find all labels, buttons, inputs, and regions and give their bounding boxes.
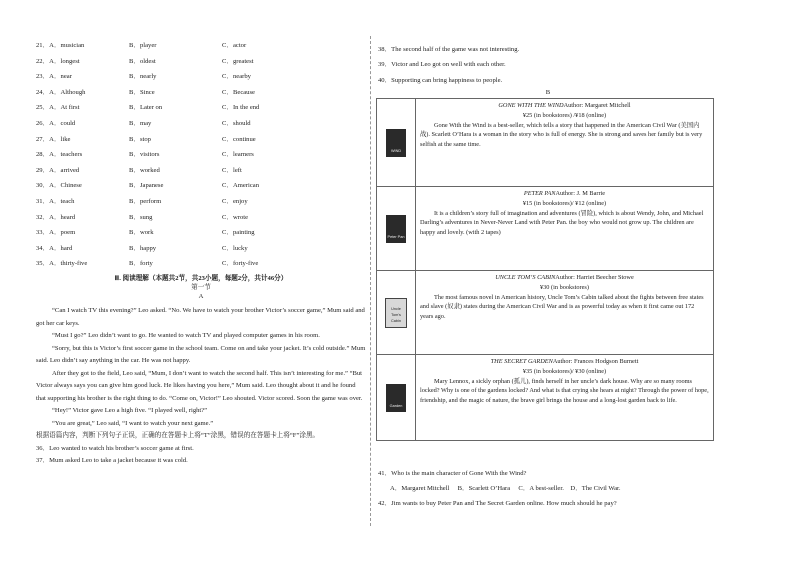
choice-row — [36, 58, 366, 67]
book-title: GONE WITH THE WIND — [498, 102, 564, 109]
book-cover-cell — [377, 187, 416, 271]
choice-option: B．Japanese — [129, 182, 164, 190]
part-label: 第一节 — [191, 284, 211, 291]
passage-paragraph: After they got to the field, Leo said, “Mum, I don’t want to watch the second half. This isn’t interesting for me.” “But Victor always says you can give him good luck. He likes having you here,” Mum said. Leo thought about it and he found that supporting his brother is the right thing to do. “Come on, Victor!” Leo shouted. Victor scored. Soon the game was over. — [36, 369, 363, 402]
choice-option: C．Because — [222, 88, 255, 96]
choice-option: 27．A．like — [36, 135, 71, 143]
book-description: Gone With the Wind is a best-seller, which tells a story that happened in the American Civil War (美国内战). Scarlett O’Hara is a woman in the story who is full of energy. She is strong and saves her family but is very selfish at the same time. — [420, 121, 703, 148]
question-41: 41．Who is the main character of Gone With the Wind? — [378, 470, 527, 477]
book-cover-label: Peter Pan — [387, 234, 405, 239]
book-author: Author: Harriet Beecher Stowe — [555, 274, 634, 281]
choice-option: B．worked — [129, 166, 160, 174]
book-cover-cell — [377, 355, 416, 441]
choice-option: C．left — [222, 166, 242, 174]
choice-row — [36, 136, 366, 145]
book-price: ¥25 (in bookstores) /¥18 (online) — [522, 111, 607, 119]
tf-question-39: 39．Victor and Leo got on well with each other. — [378, 61, 506, 69]
choice-option: B．oldest — [129, 57, 156, 65]
column-divider — [370, 36, 371, 526]
book-info-cell — [416, 187, 714, 271]
choice-option: C．wrote — [222, 213, 249, 221]
choice-row — [36, 260, 366, 269]
choice-row — [36, 214, 366, 223]
tf-question-38: 38．The second half of the game was not interesting. — [378, 46, 520, 53]
book-title-line — [420, 189, 709, 199]
choice-row — [36, 89, 366, 98]
book-description: The most famous novel in American history, Uncle Tom’s Cabin talked about the fights between free states and slave (奴隶) states during the American Civil War and is as powerful today as when it first came out 172 years ago. — [420, 293, 704, 320]
book-cover-image — [386, 215, 406, 243]
choice-option: C．learners — [222, 151, 254, 159]
choice-option: B．sung — [129, 213, 153, 221]
choice-option: B．may — [129, 120, 152, 127]
choice-option: B．Later on — [129, 104, 163, 112]
book-info-cell — [416, 99, 714, 187]
tf-question: 37．Mum asked Leo to take a jacket because it was cold. — [36, 457, 188, 465]
choice-row — [36, 42, 366, 51]
book-description: It is a children’s story full of imagination and adventures (冒险), which is about Wendy, John, and Michael Darling’s adventures in Never-Never Land with Peter Pan. the boy who would not grow up. The children are happy and lovely. (with 2 tapes) — [420, 209, 704, 236]
passage-paragraph: “Must I go?” Leo didn’t want to go. He wanted to watch TV and played computer games in his room. — [52, 332, 320, 340]
choice-option: B．perform — [129, 198, 162, 205]
tf-instruction: 根据语篇内容，判断下列句子正误，正确的在答题卡上将“T”涂黑，错误的在答题卡上将“F”涂黑。 — [36, 432, 320, 440]
tf-question-40: 40．Supporting can bring happiness to people. — [378, 76, 503, 84]
choice-option: 21．A．musician — [36, 42, 85, 49]
book-cover-image — [386, 384, 406, 412]
choice-row — [36, 182, 366, 191]
choice-option: 26．A．could — [36, 120, 76, 127]
book-cover-label: WIND — [390, 148, 402, 153]
book-price: ¥35 (in bookstores)/ ¥30 (online) — [522, 367, 607, 375]
book-row — [377, 187, 714, 271]
question-41-options: A．Margaret Mitchell B．Scarlett O’Hara C．A best-seller. D．The Civil War. — [390, 485, 621, 493]
choice-option: B．player — [129, 42, 157, 49]
choice-option: 24．A．Although — [36, 88, 86, 96]
passage-a — [36, 305, 366, 468]
book-cover-image — [386, 129, 406, 157]
choice-row — [36, 198, 366, 207]
section-heading: Ⅲ. 阅读理解（本题共2节，共23小题，每题2分，共计46分） — [114, 275, 288, 282]
choice-row — [36, 120, 366, 129]
choice-option: 23．A．near — [36, 73, 72, 81]
book-cover-image — [385, 298, 407, 328]
choice-option: C．forty-five — [222, 260, 259, 268]
choice-option: 31．A．teach — [36, 198, 75, 205]
choice-option: B．happy — [129, 244, 157, 252]
book-author: Author: Margaret Mitchell — [563, 102, 631, 109]
book-cover-label: Garden — [389, 403, 403, 408]
book-row — [377, 355, 714, 441]
choice-option: 29．A．arrived — [36, 166, 80, 174]
passage-paragraph: “Can I watch TV this evening?” Leo asked. “No. We have to watch your brother Victor’s soccer game,” Mum said and got her car keys. — [36, 307, 365, 327]
book-table — [376, 98, 714, 441]
book-cover-cell — [377, 271, 416, 355]
tf-right — [378, 42, 718, 88]
book-cover-label: Uncle Tom's Cabin — [391, 306, 401, 323]
book-info-cell — [416, 271, 714, 355]
choice-row — [36, 245, 366, 254]
passage-paragraph: “Sorry, but this is Victor’s first soccer game in the school team. Come on and take your jacket. It’s cold outside.” Mum said. Leo didn’t say anything in the car. He was not happy. — [36, 344, 366, 365]
book-row — [377, 99, 714, 187]
choice-option: 34．A．hard — [36, 244, 73, 252]
choice-row — [36, 151, 366, 160]
choice-option: B．Since — [129, 88, 155, 96]
book-price: ¥15 (in bookstores)/ ¥12 (online) — [522, 199, 607, 207]
choice-option: C．In the end — [222, 104, 260, 112]
passage-paragraph: “You are great,” Leo said, “I want to watch your next game.” — [52, 419, 214, 427]
choice-option: C．American — [222, 182, 259, 190]
book-cover-cell — [377, 99, 416, 187]
book-title: UNCLE TOM’S CABIN — [495, 274, 556, 281]
choice-row — [36, 104, 366, 113]
choice-option: 22．A．longest — [36, 57, 80, 65]
choice-option: B．work — [129, 229, 154, 237]
tf-question: 36．Leo wanted to watch his brother’s soccer game at first. — [36, 444, 194, 452]
book-row — [377, 271, 714, 355]
choice-option: 35．A．thirty-five — [36, 260, 88, 268]
book-title-line — [420, 357, 709, 367]
choice-option: C．lucky — [222, 244, 248, 252]
book-price: ¥30 (in bookstores) — [540, 283, 589, 291]
choice-row — [36, 229, 366, 238]
choice-row — [36, 167, 366, 176]
book-info-cell — [416, 355, 714, 441]
book-author: Author: Frances Hodgson Burnett — [552, 358, 639, 365]
book-description: Mary Lennox, a sickly orphan (孤儿), finds herself in her uncle’s dark house. Why are so many rooms locked? Why is one of the gardens locked? And what is that crying she hears at night? Through the power of hope, friendship, and the magic of nature, the brave girl brings the house and a long-lost garden back to life. — [420, 377, 709, 404]
book-author: Author: J. M Barrie — [555, 190, 606, 197]
questions-41-42 — [378, 466, 718, 511]
question-42: 42．Jim wants to buy Peter Pan and The Secret Garden online. How much should he pay? — [378, 500, 617, 508]
choice-option: C．greatest — [222, 57, 254, 65]
choice-option: 30．A．Chinese — [36, 182, 82, 190]
choice-option: B．visitors — [129, 151, 160, 159]
book-title-line — [420, 101, 709, 111]
choice-option: B．forty — [129, 260, 153, 268]
choice-option: C．should — [222, 120, 251, 127]
choice-option: B．nearly — [129, 73, 157, 81]
book-title: THE SECRET GARDEN — [490, 358, 553, 365]
choice-option: C．continue — [222, 135, 256, 143]
choice-option: C．enjoy — [222, 198, 248, 205]
choice-option: 32．A．heard — [36, 213, 76, 221]
choice-option: C．nearby — [222, 73, 251, 81]
book-title-line — [420, 273, 709, 283]
passage-paragraph: “Hey!” Victor gave Leo a high five. “I played well, right?” — [52, 407, 208, 415]
choice-option: C．actor — [222, 42, 247, 49]
choice-option: 25．A．At first — [36, 104, 80, 112]
choice-option: C．painting — [222, 229, 255, 237]
choice-option: B．stop — [129, 135, 151, 143]
passage-b-letter: B — [545, 89, 551, 96]
choice-row — [36, 73, 366, 82]
passage-letter: A — [198, 293, 204, 300]
choice-option: 33．A．poem — [36, 229, 76, 237]
book-title: PETER PAN — [523, 190, 556, 197]
choice-option: 28．A．teachers — [36, 151, 83, 159]
